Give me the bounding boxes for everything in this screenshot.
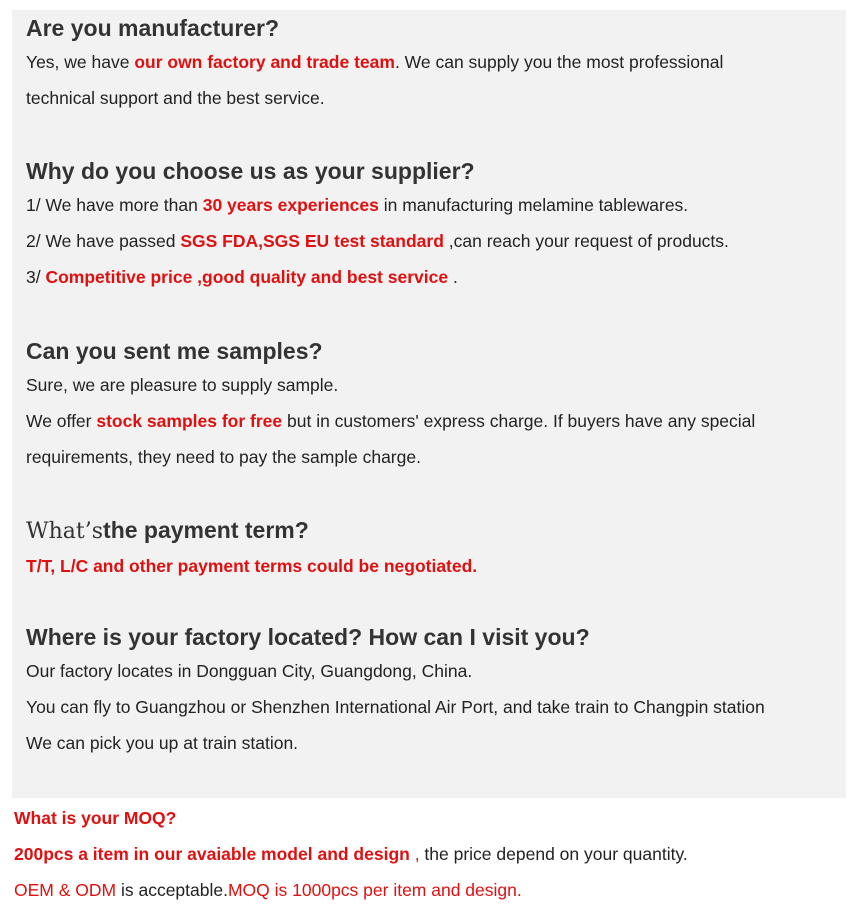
faq-question: Can you sent me samples? — [26, 338, 323, 364]
faq-panel — [12, 10, 846, 798]
answer-highlight: OEM & ODM — [14, 880, 117, 900]
faq-answer-line — [26, 548, 846, 584]
faq-section-factory-location — [26, 621, 846, 761]
answer-text: ,can reach your request of products. — [443, 231, 729, 251]
answer-text: 1/ We have more than — [26, 195, 203, 215]
faq-section-moq — [14, 800, 859, 908]
answer-text: the price depend on your quantity. — [424, 844, 688, 864]
moq-answer-line — [14, 872, 859, 908]
faq-question: Where is your factory located? How can I visit you? — [26, 624, 590, 650]
moq-answer-line — [14, 836, 859, 872]
answer-text: . We can supply you the most professional — [394, 52, 724, 72]
answer-separator: , — [409, 844, 425, 864]
question-prefix: What’s — [26, 519, 104, 544]
answer-text: in manufacturing melamine tablewares. — [378, 195, 689, 215]
answer-text: Sure, we are pleasure to supply sample. — [26, 375, 339, 395]
faq-answer-line — [26, 223, 846, 259]
answer-highlight: 200pcs a item in our avaiable model and design — [14, 844, 410, 864]
answer-highlight: SGS FDA,SGS EU test standard — [180, 231, 444, 251]
answer-highlight: 30 years experiences — [202, 195, 379, 215]
faq-section-manufacturer — [26, 12, 846, 116]
faq-question — [26, 514, 846, 548]
answer-highlight: stock samples for free — [96, 411, 283, 431]
faq-section-samples — [26, 335, 846, 475]
answer-text: requirements, they need to pay the sample charge. — [26, 447, 421, 467]
answer-text: but in customers' express charge. If buyers have any special — [282, 411, 756, 431]
answer-text: is acceptable. — [116, 880, 228, 900]
answer-highlight: MOQ is 1000pcs per item and design. — [227, 880, 522, 900]
faq-question: Are you manufacturer? — [26, 15, 280, 41]
answer-text: Our factory locates in Dongguan City, Guangdong, China. — [26, 661, 473, 681]
faq-answer-line — [26, 367, 846, 403]
answer-text: 2/ We have passed — [26, 231, 181, 251]
moq-question: What is your MOQ? — [14, 808, 177, 828]
answer-text: We offer — [26, 411, 97, 431]
faq-answer-line — [26, 187, 846, 223]
answer-highlight: T/T, L/C and other payment terms could be negotiated. — [26, 556, 478, 576]
faq-answer-line — [26, 259, 846, 295]
faq-section-why-choose — [26, 155, 846, 295]
question-text: the payment term? — [103, 517, 309, 543]
answer-text: We can pick you up at train station. — [26, 733, 299, 753]
faq-answer-line — [26, 80, 846, 116]
answer-highlight: our own factory and trade team — [134, 52, 395, 72]
answer-text: . — [448, 267, 458, 287]
answer-highlight: Competitive price ,good quality and best service — [45, 267, 449, 287]
answer-text: 3/ — [26, 267, 46, 287]
faq-answer-line — [26, 725, 846, 761]
answer-text: You can fly to Guangzhou or Shenzhen International Air Port, and take train to Changpin station — [26, 697, 765, 717]
answer-text: technical support and the best service. — [26, 88, 325, 108]
faq-answer-line — [26, 44, 846, 80]
faq-answer-line — [26, 653, 846, 689]
faq-section-payment — [26, 514, 846, 584]
faq-answer-line — [26, 689, 846, 725]
faq-question: Why do you choose us as your supplier? — [26, 158, 475, 184]
faq-answer-line — [26, 403, 846, 439]
answer-text: Yes, we have — [26, 52, 135, 72]
faq-answer-line — [26, 439, 846, 475]
